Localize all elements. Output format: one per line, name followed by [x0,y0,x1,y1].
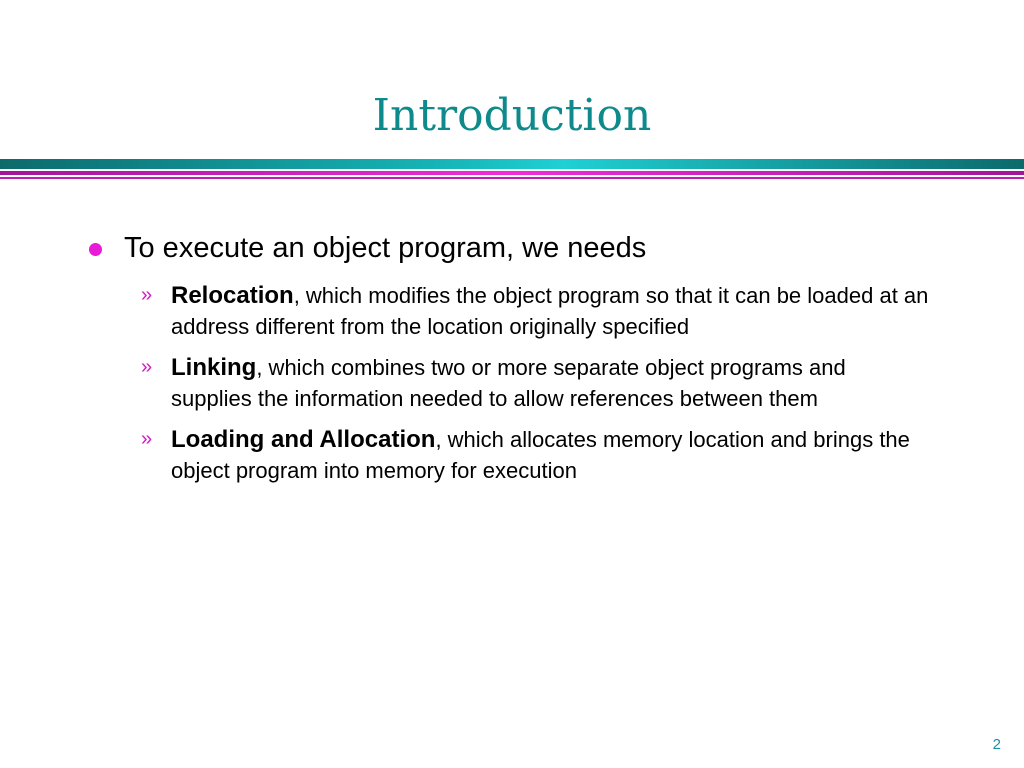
title-divider-magenta [0,171,1024,175]
main-bullet-text: To execute an object program, we needs [124,232,647,264]
sub-bullet-description: , which combines two or more separate object programs and supplies the information needed to allow references between them [171,355,846,411]
chevron-marker-icon: » [141,428,153,450]
bullet-dot-icon [89,243,102,256]
sub-bullet-item [141,424,931,486]
title-divider-teal [0,159,1024,169]
sub-bullet-term: Linking [171,354,257,381]
sub-bullet-item [141,352,931,414]
chevron-marker-icon: » [141,356,153,378]
slide-content [0,228,1024,496]
page-number: 2 [992,736,1001,753]
title-divider-magenta-thin [0,177,1024,179]
sub-bullet-description: , which modifies the object program so that it can be loaded at an address different from the location originally specified [171,283,929,339]
main-bullet [124,228,1024,268]
sub-bullet-description: , which allocates memory location and brings the object program into memory for execution [171,427,910,483]
sub-bullet-item [141,280,931,342]
sub-bullet-term: Loading and Allocation [171,426,436,453]
sub-bullet-term: Relocation [171,282,294,309]
slide-title: Introduction [372,90,652,141]
sub-bullet-list [0,280,1024,486]
chevron-marker-icon: » [141,284,153,306]
